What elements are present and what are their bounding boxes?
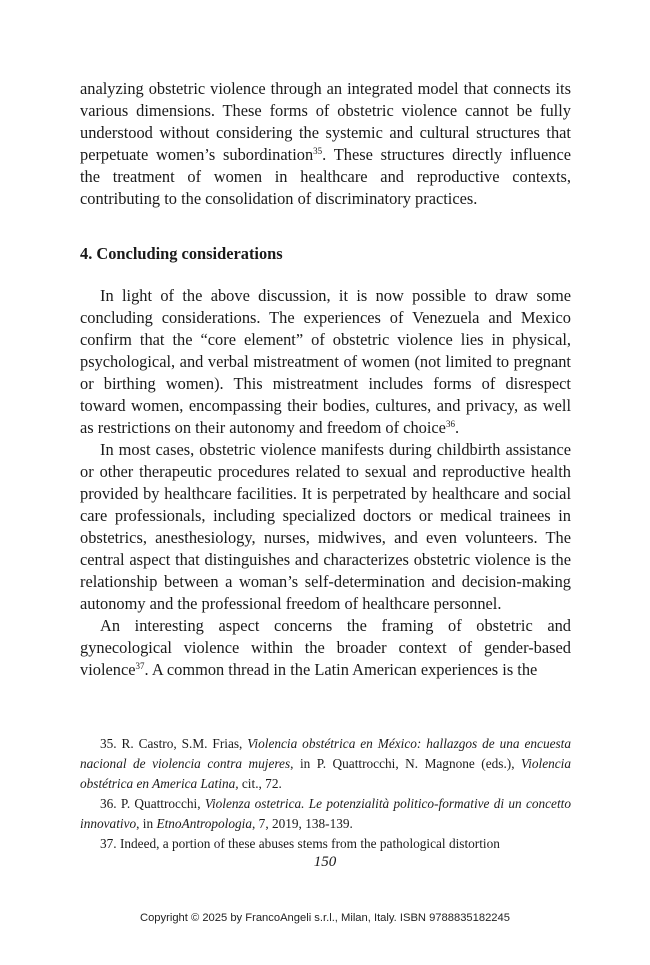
paragraph-3: An interesting aspect concerns the framing of obstetric and gynecological violence within the broader context of gender-based violence$^{37}$. A common thread in the Latin American experiences is the xyxy=(80,616,571,679)
footnote-ref-36[interactable]: 36 xyxy=(445,419,455,429)
section-heading: 4. Concluding considerations xyxy=(80,244,283,263)
footnote-35: 35. R. Castro, S.M. Frias, Violencia obstétrica en México: hallazgos de una encuesta nacional de violencia contra mujeres, in P. Quattrocchi, N. Magnone (eds.), Violencia obstétrica en America Latina, cit., 72. xyxy=(80,736,572,791)
footnote-ref-37[interactable]: 37 xyxy=(135,661,145,671)
footnote-36: 36. P. Quattrocchi, Violenza ostetrica. Le potenzialità politico-formative di un concetto innovativo, in EtnoAntropologia, 7, 2019, 138-139. xyxy=(80,796,571,831)
paragraph-2: In most cases, obstetric violence manifests during childbirth assistance or other therapeutic procedures related to sexual and reproductive health provided by healthcare facilities. It is perpetrated by healthcare and social care professionals, including specialized doctors or medical trainees in obstetrics, anesthesiology, nurses, midwives, and even volunteers. The central aspect that distinguishes and characterizes obstetric violence is the relationship between a woman’s self-determination and decision-making autonomy and the professional freedom of healthcare personnel. xyxy=(80,440,571,613)
copyright-notice: Copyright © 2025 by FrancoAngeli s.r.l., Milan, Italy. ISBN 9788835182245 xyxy=(140,912,510,924)
page-number: 150 xyxy=(313,854,337,870)
footnote-37: 37. Indeed, a portion of these abuses stems from the pathological distortion xyxy=(100,836,500,851)
footnote-ref-35[interactable]: 35 xyxy=(313,146,323,156)
paragraph-1: In light of the above discussion, it is now possible to draw some concluding considerations. The experiences of Venezuela and Mexico confirm that the “core element” of obstetric violence lies in physical, psychological, and verbal mistreatment of women (not limited to pregnant or birthing women). This mistreatment includes forms of disrespect toward women, encompassing their bodies, cultures, and privacy, as well as restrictions on their autonomy and freedom of choice$^{36}$. xyxy=(80,286,571,437)
main-text xyxy=(80,78,571,681)
paragraph-intro: analyzing obstetric violence through an integrated model that connects its various dimensions. These forms of obstetric violence cannot be fully understood without considering the systemic and cultural structures that perpetuate women’s subordination$^{35}$. These structures directly influence the treatment of women in healthcare and reproductive contexts, contributing to the consolidation of discriminatory practices. xyxy=(80,79,571,208)
footnotes xyxy=(80,734,571,854)
